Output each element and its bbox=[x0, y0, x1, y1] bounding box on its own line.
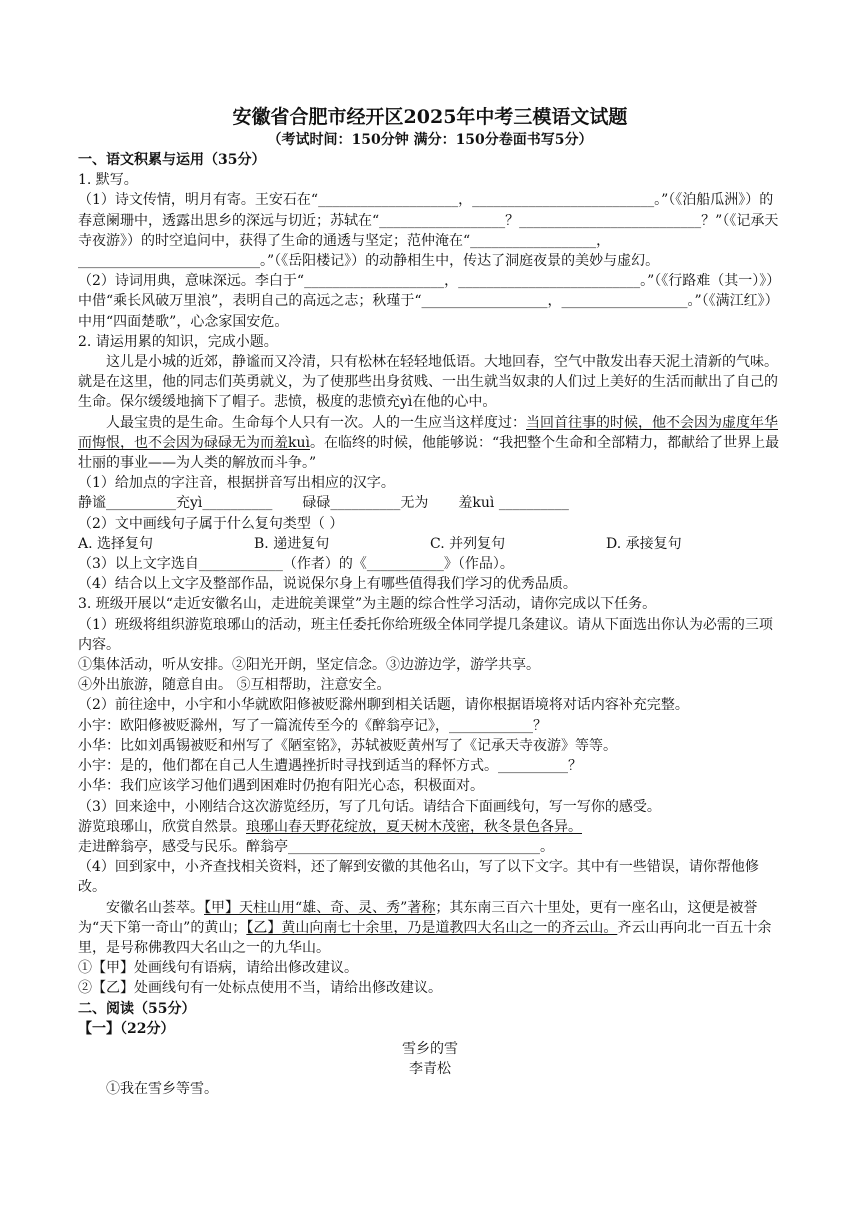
q3-4-passage bbox=[78, 898, 782, 959]
dialogue-line: 小华：我们应该学习他们遇到困难时仍抱有阳光心态，积极面对。 bbox=[78, 778, 484, 795]
exam-page bbox=[78, 104, 782, 1100]
passage-paragraph-2 bbox=[78, 413, 782, 474]
q2-2-options bbox=[78, 534, 782, 554]
underlined-sentence-yi: 【乙】黄山向南七十余里，乃是道教四大名山之一的齐云山。 bbox=[246, 919, 618, 936]
q1-part1: （1）诗文传情，明月有寄。王安石在“____________________，__________________________。”（《泊船瓜洲》）的春意阑珊中，透露出思乡的深远与切近；苏轼在“__________________？__________________________？”（《记承天寺夜游》）的时空追问中，获得了生命的通透与坚定；范仲淹在“__________________，__________________________。”（《岳阳楼记》）的动静相生中，传达了洞庭夜景的美妙与虚幻。 bbox=[78, 192, 779, 270]
q2-2: （2）文中画线句子属于什么复句类型（ ） bbox=[78, 515, 344, 532]
q1-part2: （2）诗词用典，意味深远。李白于“____________________，__________________________。”（《行路难（其一）》）中借“乘长风破万里浪”，表明自己的高远之志；秋瑾于“__________________，__________________。”（《满江红》）中用“四面楚歌”，心念家国安危。 bbox=[78, 273, 781, 330]
q3-3-line1 bbox=[78, 817, 782, 837]
pinyin-item: 碌碌__________无为 bbox=[302, 495, 429, 512]
option-c: C. 并列复句 bbox=[430, 535, 506, 552]
q3-3-line2: 走进醉翁亭，感受与民乐。醉翁亭____________________________________。 bbox=[78, 838, 554, 855]
page-subtitle: （考试时间：150分钟 满分：150分卷面书写5分） bbox=[267, 132, 593, 148]
q2-3: （3）以上文字选自____________（作者）的《___________》（作品）。 bbox=[78, 556, 514, 573]
passage-text: ；其东南三百六十里处，更有一座名山，这便是被誉为“天下第一奇山”的黄山； bbox=[78, 899, 758, 936]
underlined-sentence-jia: 【甲】天柱山用“雄、奇、灵、秀”著称 bbox=[204, 899, 436, 916]
passage-text: 。在临终的时候，他能够说：“我把整个生命和全部精力，都献给了世界上最壮丽的事业——为人类的解放而斗争。” bbox=[78, 434, 780, 472]
q1-heading: 1. 默写。 bbox=[78, 172, 138, 189]
q3-4: （4）回到家中，小齐查找相关资料，还了解到安徽的其他名山，写了以下文字。其中有一些错误，请你帮他修改。 bbox=[78, 859, 759, 896]
q3-3: （3）回来途中，小刚结合这次游览经历，写了几句话。请结合下面画线句，写一写你的感受。 bbox=[78, 798, 661, 815]
q3-1-options-1: ①集体活动，听从安排。②阳光开朗，坚定信念。③边游边学，游学共享。 bbox=[78, 657, 540, 674]
section2-heading: 二、阅读（55分） bbox=[78, 1000, 196, 1017]
q3-1-options-2: ④外出旅游，随意自由。 ⑤互相帮助，注意安全。 bbox=[78, 677, 391, 694]
option-b: B. 递进复句 bbox=[254, 535, 330, 552]
line-text: 游览琅琊山，欣赏自然景。 bbox=[78, 818, 246, 835]
article-author: 李青松 bbox=[409, 1061, 451, 1078]
passage-paragraph-1: 这儿是小城的近郊，静谧而又冷清，只有松林在轻轻地低语。大地回春，空气中散发出春天泥土清新的气味。就是在这里，他的同志们英勇就义，为了使那些出身贫贱、一出生就当奴隶的人们过上美好的生活而献出了自己的生命。保尔缓缓地摘下了帽子。悲愤，极度的悲愤充yì在他的心中。 bbox=[78, 354, 778, 411]
pinyin-row bbox=[78, 493, 782, 513]
dialogue-line: 小宇：是的，他们都在自己人生遭遇挫折时寻找到适当的释怀方式。__________？ bbox=[78, 758, 582, 775]
q3-2: （2）前往途中，小宇和小华就欧阳修被贬滁州聊到相关话题，请你根据语境将对话内容补充完整。 bbox=[78, 697, 689, 714]
underlined-sentence: 琅琊山春天野花绽放，夏天树木茂密，秋冬景色各异。 bbox=[246, 818, 582, 835]
passage-text: 安徽名山荟萃。 bbox=[106, 899, 204, 916]
q3-heading: 3. 班级开展以“走近安徽名山，走进皖美课堂”为主题的综合性学习活动，请你完成以下任务。 bbox=[78, 596, 657, 613]
passage-text: 人最宝贵的是生命。生命每个人只有一次。人的一生应当这样度过： bbox=[106, 414, 526, 431]
section1-heading: 一、语文积累与运用（35分） bbox=[78, 152, 266, 168]
dialogue-line: 小宇：欧阳修被贬滁州，写了一篇流传至今的《醉翁亭记》，____________？ bbox=[78, 717, 547, 734]
q2-heading: 2. 请运用累的知识，完成小题。 bbox=[78, 333, 278, 350]
q2-1: （1）给加点的字注音，根据拼音写出相应的汉字。 bbox=[78, 475, 395, 492]
dialogue-line: 小华：比如刘禹锡被贬和州写了《陋室铭》，苏轼被贬黄州写了《记承天寺夜游》等等。 bbox=[78, 737, 617, 754]
pinyin-item: 羞kuì __________ bbox=[458, 495, 569, 512]
q3-4-a: ①【甲】处画线句有语病，请给出修改建议。 bbox=[78, 960, 358, 977]
pinyin-item: 静谧__________充yì__________ bbox=[78, 495, 273, 512]
q2-4: （4）结合以上文字及整部作品，说说保尔身上有哪些值得我们学习的优秀品质。 bbox=[78, 576, 577, 593]
underlined-sentence: 当回首往事的时候，他不会因为虚度年华而悔恨，也不会因为碌碌无为而羞kuì bbox=[78, 414, 778, 451]
article-paragraph-1: ①我在雪乡等雪。 bbox=[106, 1081, 218, 1098]
q3-4-b: ②【乙】处画线句有一处标点使用不当，请给出修改建议。 bbox=[78, 980, 442, 997]
option-a: A. 选择复句 bbox=[78, 535, 154, 552]
q3-1: （1）班级将组织游览琅琊山的活动，班主任委托你给班级全体同学提几条建议。请从下面选出你认为必需的三项内容。 bbox=[78, 616, 773, 653]
part1-heading: 【一】（22分） bbox=[78, 1020, 175, 1037]
passage-text: 齐云山再向北一百五十余里，是号称佛教四大名山之一的九华山。 bbox=[78, 919, 772, 956]
page-title: 安徽省合肥市经开区2025年中考三模语文试题 bbox=[232, 106, 628, 128]
article-title: 雪乡的雪 bbox=[402, 1040, 458, 1057]
option-d: D. 承接复句 bbox=[606, 535, 682, 552]
